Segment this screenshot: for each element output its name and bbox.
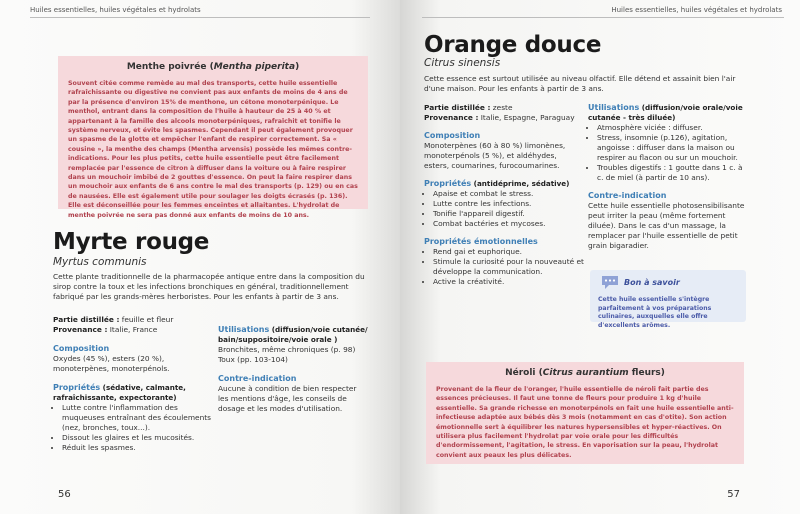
orange-proprietes-list bbox=[424, 189, 584, 229]
myrte-proprietes-list bbox=[53, 403, 213, 453]
orange-title: Orange douce bbox=[424, 32, 602, 58]
menthe-box-text: Souvent citée comme remède au mal des transports, cette huile essentielle rafraîchissante ou digestive ne convient pas aux enfants de moins de 4 ans de par la présence d'environ 15% de menthone, un cétone monoterpénique. Le menthol, entrant dans la composition de l'huile à hauteur de 25 à 40 % et appartenant à la famille des alcools monoterpéniques, rafraîchit et tonifie le système nerveux, et évite les spasmes. Cependant il peut également provoquer un spasme de la glotte et empêcher l'enfant de respirer correctement. Sa « cousine », la menthe des champs (Mentha arvensis) possède les mêmes contre-indications. Pour les plus petits, cette huile essentielle peut être facilement remplacée par l'essence de citron à diffuser dans la voiture ou à faire respirer dans un mouchoir imbibé de 2 gouttes d'essence. On peut la faire respirer dans un mouchoir aux enfants de 6 ans contre le mal des transports (p. 129) ou en cas de nausées. Elle est également utile pour soulager les doigts écrasés (p. 136). Elle est déconseillée pour les femmes enceintes et allaitantes. L'hydrolat de menthe poivrée ne sera pas donné aux enfants de moins de 10 ans. bbox=[68, 80, 358, 219]
myrte-proprietes-heading: Propriétés (sédative, calmante, rafraîchissante, expectorante) bbox=[53, 383, 186, 402]
orange-contre-heading: Contre-indication bbox=[588, 191, 667, 200]
header-rule bbox=[30, 17, 370, 18]
menthe-poivree-box bbox=[58, 56, 368, 219]
myrte-contre-text: Aucune à condition de bien respecter les mentions d'âge, les conseils de dosage et les modes d'utilisation. bbox=[218, 384, 357, 413]
list-item: • Active la créativité. bbox=[433, 277, 584, 287]
list-item: • Atmosphère viciée : diffuser. bbox=[597, 123, 748, 133]
list-item: • Lutte contre l'inflammation des muqueuses entraînant des écoulements (nez, bronches, toux...). bbox=[62, 403, 213, 433]
myrte-intro: Cette plante traditionnelle de la pharmacopée antique entre dans la composition du sirop contre la toux et les infections bronchiques en général, traditionnellement fabriqué par les grands-mères herboristes. Pour les enfants à partir de 3 ans. bbox=[53, 272, 365, 302]
orange-proprietes-heading: Propriétés (antidéprime, sédative) bbox=[424, 179, 570, 188]
list-item: • Tonifie l'appareil digestif. bbox=[433, 209, 584, 219]
myrte-title: Myrte rouge bbox=[53, 229, 210, 255]
list-item: • Réduit les spasmes. bbox=[62, 443, 213, 453]
bon-a-savoir-tip bbox=[590, 270, 746, 329]
neroli-box-title: Néroli (Citrus aurantium fleurs) bbox=[505, 368, 665, 378]
orange-emotion-list bbox=[424, 247, 584, 287]
tip-title: Bon à savoir bbox=[624, 278, 680, 287]
myrte-contre-heading: Contre-indication bbox=[218, 374, 297, 383]
myrte-utilisations-heading: Utilisations (diffusion/voie cutanée/ bain/suppositoire/voie orale ) bbox=[218, 325, 368, 344]
orange-utilisations-heading: Utilisations (diffusion/voie orale/voie cutanée - très diluée) bbox=[588, 103, 743, 122]
orange-contre-text: Cette huile essentielle photosensibilisante peut irriter la peau (même fortement diluée). Dans le cas d'un massage, la remplacer par l'huile essentielle de petit grain bigaradier. bbox=[588, 201, 745, 250]
list-item: • Dissout les glaires et les mucosités. bbox=[62, 433, 213, 443]
neroli-box-text: Provenant de la fleur de l'oranger, l'huile essentielle de néroli fait partie des essences précieuses. Il faut une tonne de fleurs pour produire 1 kg d'huile essentielle. Sa grande richesse en monoterpénols en fait une huile essentielle anti-infectieuse adaptée aux bébés dès 3 mois (notamment en cas d'otite). Son action émotionnelle sert à équilibrer les natures hypersensibles et hyper-réactives. On utilisera plus facilement l'hydrolat par voie orale pour les difficultés d'endormissement, l'agitation, le stress. En vaporisation sur la peau, l'hydrolat convient aux peaux les plus délicates. bbox=[436, 386, 734, 459]
orange-utilisations-list bbox=[588, 123, 748, 183]
orange-composition-text: Monoterpènes (60 à 80 %) limonènes, monoterpénols (5 %), et aldéhydes, esters, coumarines, furocoumarines. bbox=[424, 141, 566, 170]
list-item: • Rend gai et euphorique. bbox=[433, 247, 584, 257]
right-page bbox=[400, 0, 800, 514]
header-rule bbox=[422, 17, 784, 18]
orange-partie: Partie distillée : zeste bbox=[424, 103, 513, 112]
list-item: • Lutte contre les infections. bbox=[433, 199, 584, 209]
menthe-box-title: Menthe poivrée (Mentha piperita) bbox=[126, 62, 300, 72]
orange-provenance: Provenance : Italie, Espagne, Paraguay bbox=[424, 113, 575, 122]
page-number: 57 bbox=[727, 489, 740, 500]
list-item: • Stress, insomnie (p.126), agitation, angoisse : diffuser dans la maison ou respirer au flacon ou sur un mouchoir. bbox=[597, 133, 748, 163]
speech-bubble-icon bbox=[600, 274, 620, 290]
myrte-partie: Partie distillée : feuille et fleur bbox=[53, 315, 174, 324]
list-item: • Troubles digestifs : 1 goutte dans 1 c. à c. de miel (à partir de 10 ans). bbox=[597, 163, 748, 183]
myrte-provenance: Provenance : Italie, France bbox=[53, 325, 158, 334]
myrte-left-column bbox=[53, 315, 213, 453]
myrte-composition-text: Oxydes (45 %), esters (20 %), monoterpènes, monoterpénols. bbox=[53, 354, 170, 373]
orange-latin-name: Citrus sinensis bbox=[424, 57, 501, 69]
myrte-composition-heading: Composition bbox=[53, 344, 110, 353]
myrte-utilisation-line: Bronchites, même chroniques (p. 98) bbox=[218, 345, 356, 354]
myrte-right-column bbox=[218, 325, 368, 414]
orange-emotion-heading: Propriétés émotionnelles bbox=[424, 237, 538, 246]
orange-left-column bbox=[424, 103, 584, 287]
page-number: 56 bbox=[58, 489, 71, 500]
tip-text: Cette huile essentielle s'intègre parfaitement à vos préparations culinaires, auxquelles elle offre d'excellents arômes. bbox=[598, 296, 712, 329]
orange-right-column bbox=[588, 103, 748, 251]
orange-composition-heading: Composition bbox=[424, 131, 481, 140]
orange-intro: Cette essence est surtout utilisée au niveau olfactif. Elle détend et assainit bien l'air d'une maison. Pour les enfants à partir de 3 ans. bbox=[424, 74, 736, 94]
list-item: • Combat bactéries et mycoses. bbox=[433, 219, 584, 229]
myrte-latin-name: Myrtus communis bbox=[53, 256, 147, 268]
neroli-box bbox=[426, 362, 744, 464]
myrte-utilisation-line: Toux (pp. 103-104) bbox=[218, 355, 288, 364]
list-item: • Apaise et combat le stress. bbox=[433, 189, 584, 199]
running-head: Huiles essentielles, huiles végétales et hydrolats bbox=[30, 6, 201, 14]
running-head: Huiles essentielles, huiles végétales et hydrolats bbox=[611, 6, 782, 14]
list-item: • Stimule la curiosité pour la nouveauté et développe la communication. bbox=[433, 257, 584, 277]
